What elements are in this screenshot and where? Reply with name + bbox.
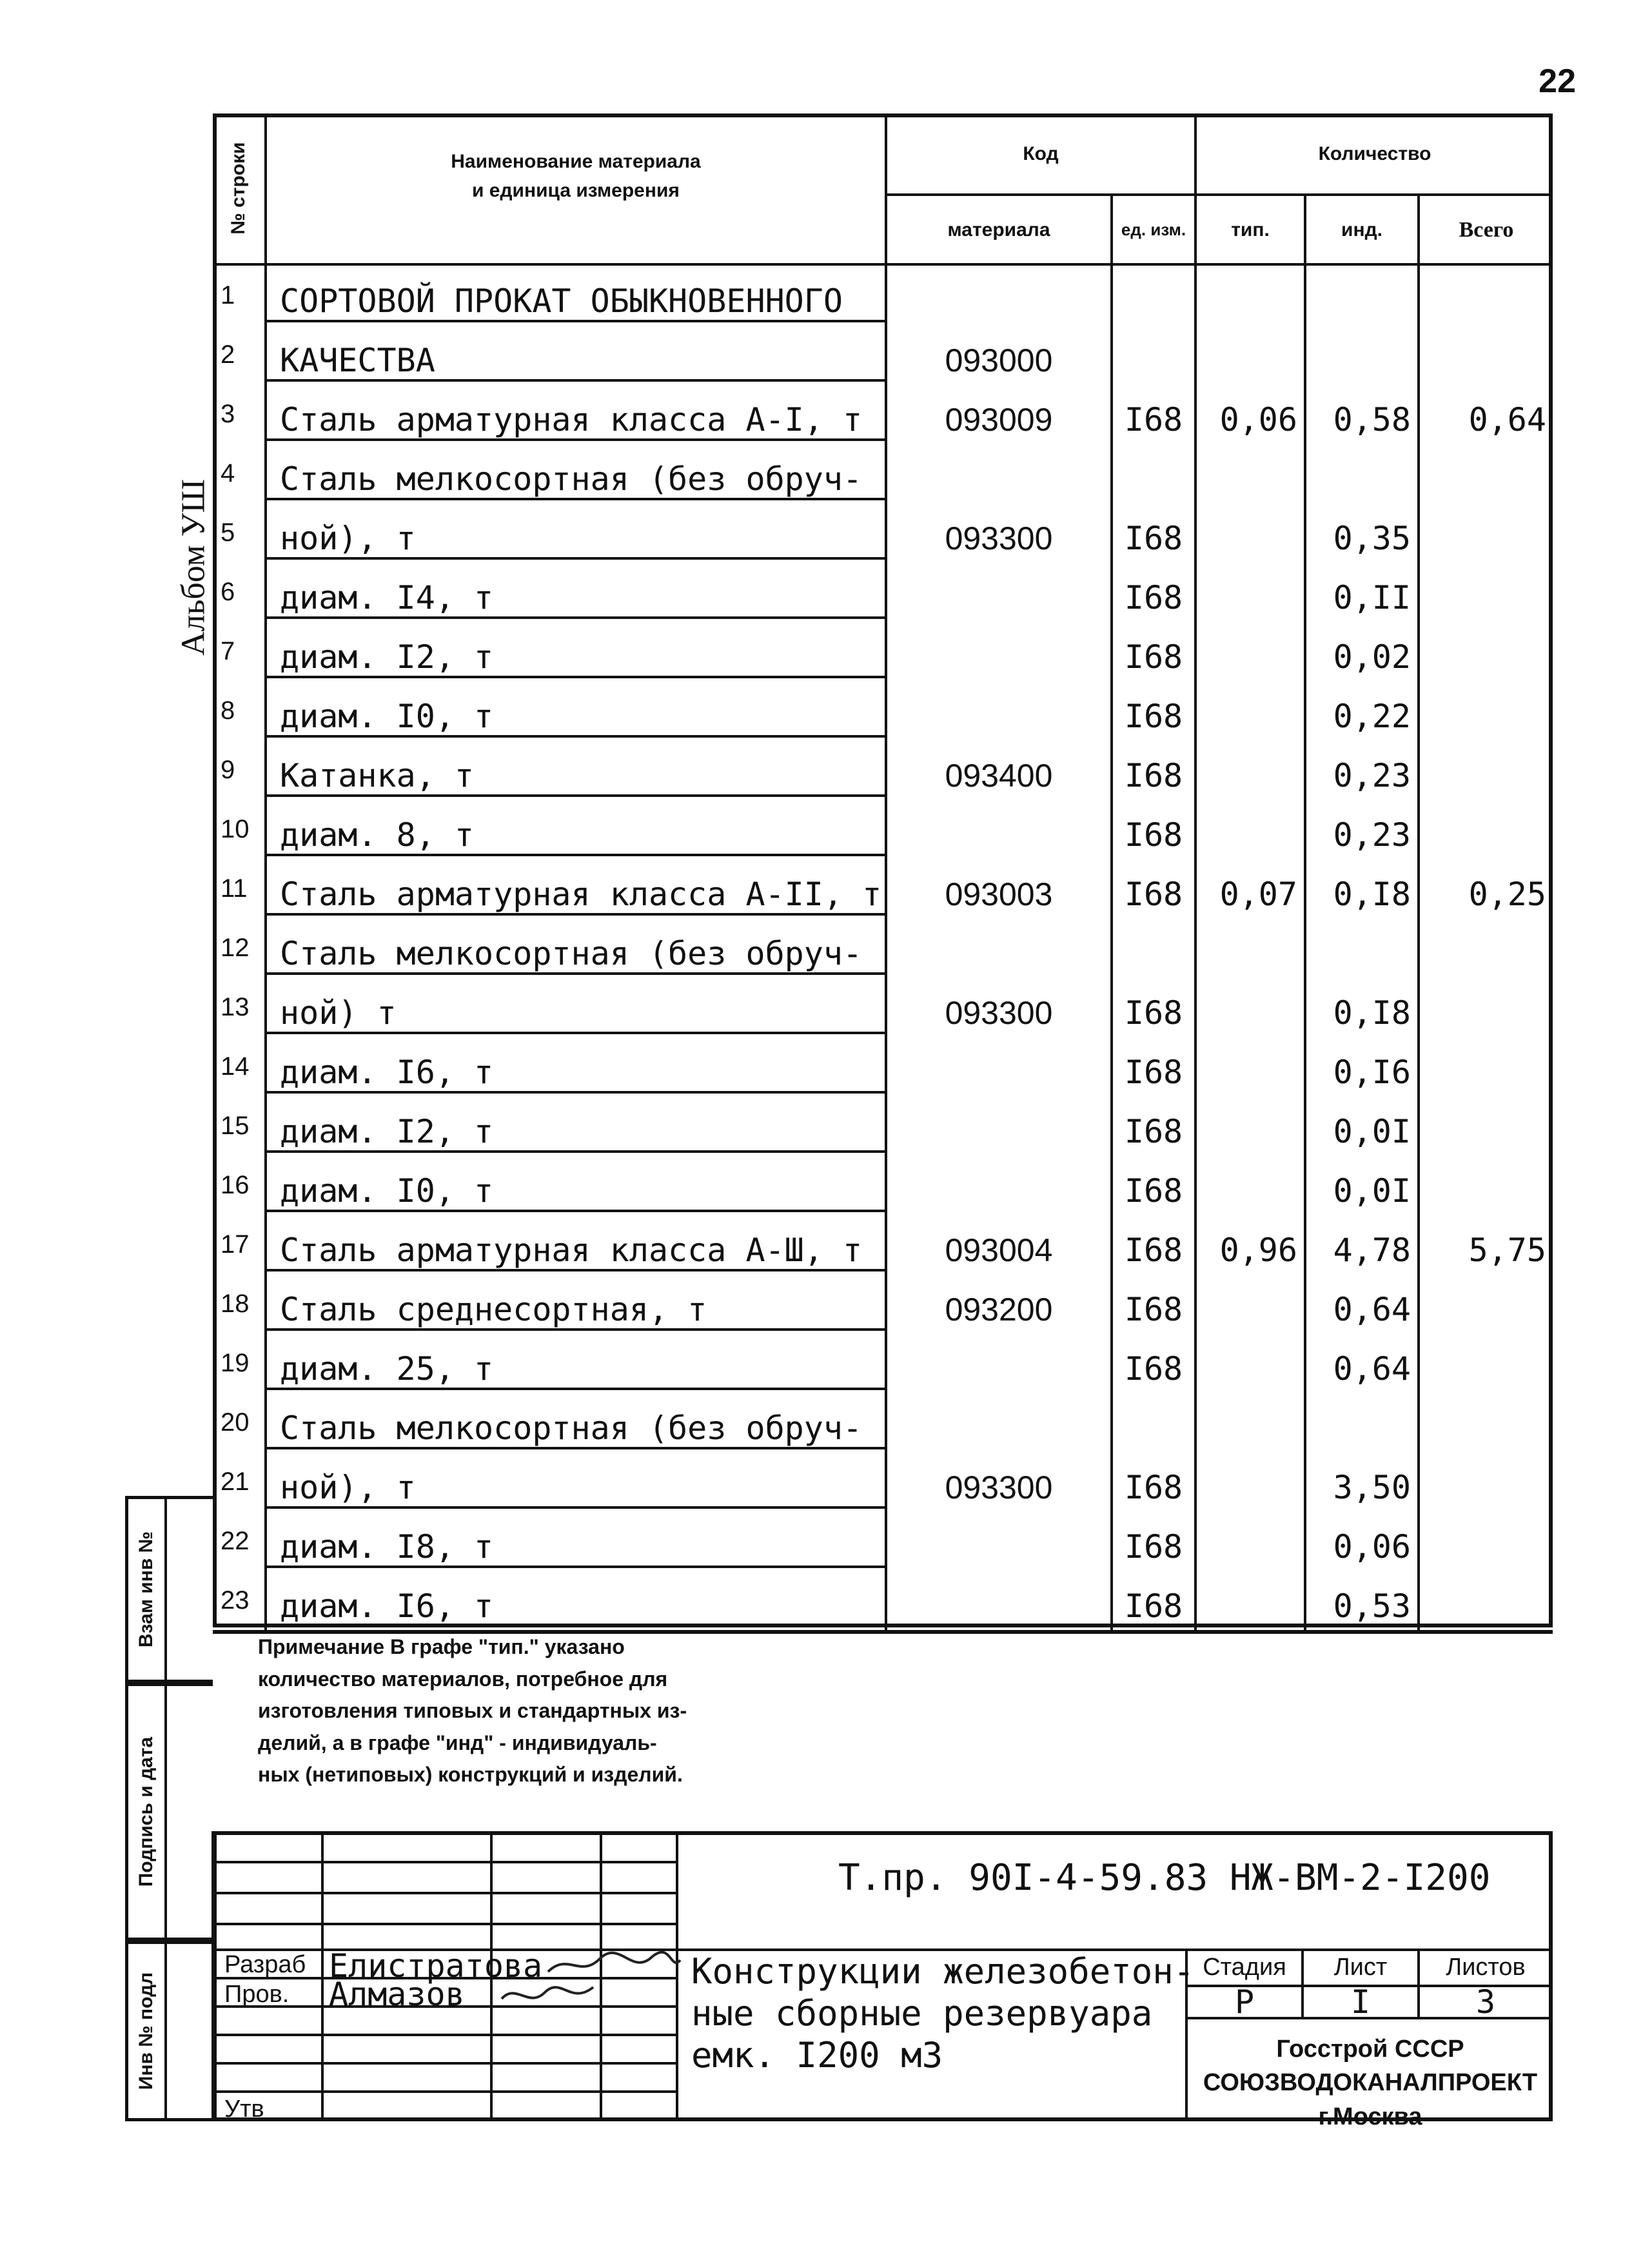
role-approver: Утв	[224, 2096, 264, 2123]
stamp-signature-date: Подпись и дата	[125, 1683, 213, 1941]
header-qty-total: Всего	[1420, 196, 1553, 266]
cell-typ: 0,96	[1197, 1215, 1306, 1274]
row-underline	[267, 320, 887, 322]
stamp-replacement-inventory: Взам инв №	[125, 1496, 213, 1683]
cell-unit: I68	[1113, 562, 1197, 622]
cell-unit: I68	[1113, 503, 1197, 562]
row-underline	[267, 1566, 887, 1568]
cell-name: диам. I4, т	[267, 562, 887, 622]
cell-n: 2	[213, 325, 267, 384]
cell-n: 11	[213, 859, 267, 918]
cell-ind: 0,35	[1306, 503, 1420, 562]
cell-n: 19	[213, 1333, 267, 1393]
header-row-number: № строки	[213, 113, 267, 266]
cell-name: ной), т	[267, 503, 887, 562]
cell-n: 18	[213, 1274, 267, 1333]
cell-unit: I68	[1113, 384, 1197, 444]
cell-code: 093300	[887, 977, 1113, 1037]
cell-typ: 0,07	[1197, 859, 1306, 918]
role-developer: Разраб	[224, 1951, 306, 1978]
cell-typ: 0,06	[1197, 384, 1306, 444]
header-code-unit: ед. изм.	[1113, 196, 1197, 266]
cell-code: 093004	[887, 1215, 1113, 1274]
cell-code: 093003	[887, 859, 1113, 918]
row-underline	[267, 1210, 887, 1212]
cell-name: ной), т	[267, 1452, 887, 1511]
checker-name: Алмазов	[329, 1976, 465, 2013]
table-bottom-line	[213, 1630, 1553, 1634]
cell-ind: 0,53	[1306, 1571, 1420, 1630]
row-underline	[267, 379, 887, 382]
cell-code: 093000	[887, 325, 1113, 384]
row-underline	[267, 1328, 887, 1331]
row-underline	[267, 913, 887, 916]
cell-n: 1	[213, 266, 267, 325]
cell-n: 6	[213, 562, 267, 622]
row-underline	[267, 1625, 887, 1627]
cell-n: 3	[213, 384, 267, 444]
cell-ind: 0,64	[1306, 1274, 1420, 1333]
row-underline	[267, 1032, 887, 1034]
row-underline	[267, 1388, 887, 1390]
cell-ind: 0,58	[1306, 384, 1420, 444]
cell-name: диам. 25, т	[267, 1333, 887, 1393]
cell-n: 4	[213, 444, 267, 503]
row-underline	[267, 1150, 887, 1153]
cell-ind: 0,02	[1306, 622, 1420, 681]
cell-n: 7	[213, 622, 267, 681]
cell-unit: I68	[1113, 1096, 1197, 1155]
cell-unit: I68	[1113, 681, 1197, 740]
cell-ind: 0,23	[1306, 800, 1420, 859]
developer-name: Елистратова	[329, 1947, 543, 1985]
cell-total: 0,25	[1468, 876, 1546, 913]
cell-name: Сталь арматурная класса А-I, т	[267, 384, 887, 444]
cell-name: диам. 8, т	[267, 800, 887, 859]
row-underline	[267, 1506, 887, 1509]
cell-unit: I68	[1113, 859, 1197, 918]
cell-unit: I68	[1113, 1571, 1197, 1630]
sheet-value: I	[1350, 1983, 1371, 2021]
cell-ind: 0,0I	[1306, 1096, 1420, 1155]
cell-name: диам. I0, т	[267, 681, 887, 740]
cell-n: 12	[213, 918, 267, 977]
developer-signature	[542, 1946, 683, 1985]
cell-code: 093400	[887, 740, 1113, 800]
row-underline	[267, 1447, 887, 1449]
row-underline	[267, 498, 887, 500]
row-underline	[267, 438, 887, 441]
cell-unit: I68	[1113, 800, 1197, 859]
cell-name: Сталь мелкосортная (без обруч-	[267, 918, 887, 977]
cell-unit: I68	[1113, 1155, 1197, 1215]
cell-n: 15	[213, 1096, 267, 1155]
cell-unit: I68	[1113, 1274, 1197, 1333]
cell-name: СОРТОВОЙ ПРОКАТ ОБЫКНОВЕННОГО	[267, 266, 887, 325]
row-underline	[267, 616, 887, 619]
cell-n: 13	[213, 977, 267, 1037]
page-number: 22	[1539, 63, 1576, 100]
row-underline	[267, 1091, 887, 1094]
header-name: Наименование материала и единица измерения	[267, 113, 887, 266]
cell-unit: I68	[1113, 1215, 1197, 1274]
row-underline	[267, 972, 887, 975]
cell-ind: 0,II	[1306, 562, 1420, 622]
cell-n: 17	[213, 1215, 267, 1274]
cell-name: Сталь арматурная класса А-Ш, т	[267, 1215, 887, 1274]
cell-name: ной) т	[267, 977, 887, 1037]
cell-unit: I68	[1113, 1511, 1197, 1571]
cell-unit: I68	[1113, 1333, 1197, 1393]
cell-ind: 0,0I	[1306, 1155, 1420, 1215]
cell-n: 5	[213, 503, 267, 562]
note: Примечание В графе "тип." указано количество материалов, потребное для изготовления типовых и стандартных из- делий, а в графе "инд" - индивидуаль- ных (нетиповых) конструкций и изделий.	[258, 1635, 687, 1787]
cell-ind: 0,I6	[1306, 1037, 1420, 1096]
cell-unit: I68	[1113, 1037, 1197, 1096]
cell-name: Сталь мелкосортная (без обруч-	[267, 1393, 887, 1452]
cell-ind: 4,78	[1306, 1215, 1420, 1274]
cell-n: 20	[213, 1393, 267, 1452]
cell-n: 21	[213, 1452, 267, 1511]
cell-unit: I68	[1113, 1452, 1197, 1511]
cell-n: 9	[213, 740, 267, 800]
cell-code: 093300	[887, 503, 1113, 562]
document-designation: Т.пр. 90I-4-59.83 НЖ-ВМ-2-I200	[838, 1857, 1491, 1899]
header-code: Код	[887, 113, 1197, 196]
stamp-original-inventory: Инв № подл	[125, 1941, 213, 2121]
row-underline	[267, 676, 887, 678]
cell-name: Сталь мелкосортная (без обруч-	[267, 444, 887, 503]
cell-ind: 3,50	[1306, 1452, 1420, 1511]
sheets-label: Листов	[1446, 1954, 1526, 1981]
organization: Госстрой СССР СОЮЗВОДОКАНАЛПРОЕКТ г.Москва	[1203, 2036, 1538, 2130]
cell-total: 0,64	[1468, 401, 1546, 438]
cell-ind: 0,64	[1306, 1333, 1420, 1393]
cell-unit: I68	[1113, 977, 1197, 1037]
header-code-material: материала	[887, 196, 1113, 266]
cell-code: 093200	[887, 1274, 1113, 1333]
cell-ind: 0,I8	[1306, 977, 1420, 1037]
row-underline	[267, 794, 887, 797]
checker-signature	[497, 1979, 600, 2012]
cell-n: 8	[213, 681, 267, 740]
row-underline	[267, 1269, 887, 1271]
cell-ind: 0,22	[1306, 681, 1420, 740]
cell-unit: I68	[1113, 740, 1197, 800]
cell-name: Сталь среднесортная, т	[267, 1274, 887, 1333]
header-quantity: Количество	[1197, 113, 1553, 196]
cell-name: диам. I2, т	[267, 622, 887, 681]
cell-name: диам. I8, т	[267, 1511, 887, 1571]
cell-name: диам. I6, т	[267, 1571, 887, 1630]
cell-n: 14	[213, 1037, 267, 1096]
cell-ind: 0,23	[1306, 740, 1420, 800]
row-underline	[267, 854, 887, 856]
cell-name: диам. I2, т	[267, 1096, 887, 1155]
cell-code: 093009	[887, 384, 1113, 444]
cell-name: Катанка, т	[267, 740, 887, 800]
cell-n: 10	[213, 800, 267, 859]
cell-ind: 0,I8	[1306, 859, 1420, 918]
cell-n: 16	[213, 1155, 267, 1215]
cell-ind: 0,06	[1306, 1511, 1420, 1571]
header-qty-ind: инд.	[1306, 196, 1420, 266]
document-title: Конструкции железобетон- ные сборные резервуара емк. I200 м3	[691, 1951, 1195, 2076]
sheets-value: 3	[1475, 1983, 1496, 2021]
cell-n: 23	[213, 1571, 267, 1630]
cell-unit: I68	[1113, 622, 1197, 681]
row-underline	[267, 735, 887, 738]
header-qty-typ: тип.	[1197, 196, 1306, 266]
cell-n: 22	[213, 1511, 267, 1571]
cell-name: диам. I0, т	[267, 1155, 887, 1215]
role-checker: Пров.	[224, 1981, 290, 2008]
cell-name: Сталь арматурная класса А-II, т	[267, 859, 887, 918]
cell-name: диам. I6, т	[267, 1037, 887, 1096]
row-underline	[267, 557, 887, 560]
cell-code: 093300	[887, 1452, 1113, 1511]
stage-label: Стадия	[1203, 1954, 1286, 1981]
sheet-label: Лист	[1333, 1954, 1388, 1981]
stage-value: Р	[1234, 1983, 1255, 2021]
cell-total: 5,75	[1468, 1232, 1546, 1269]
cell-name: КАЧЕСТВА	[267, 325, 887, 384]
